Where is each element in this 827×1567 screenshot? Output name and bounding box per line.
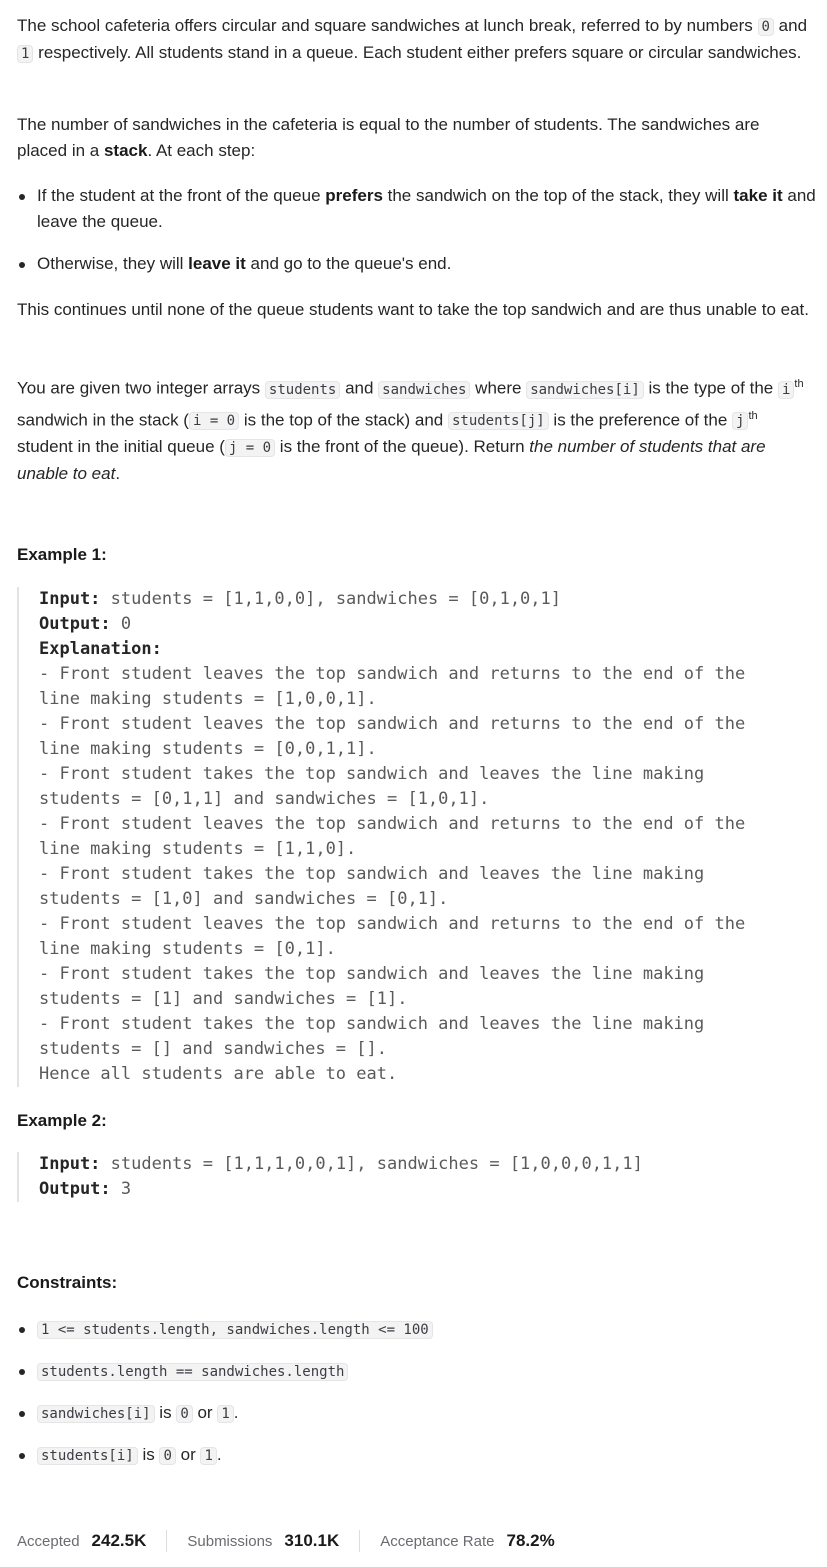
explanation-line: - Front student takes the top sandwich and leaves the line making	[39, 864, 705, 884]
inline-code: students[j]	[448, 412, 549, 430]
bold-take-it: take it	[733, 186, 783, 205]
text: Otherwise, they will	[37, 254, 189, 273]
acceptance-rate-value: 78.2%	[506, 1531, 555, 1550]
text: sandwich in the stack (	[17, 410, 189, 430]
explanation-line: students = [1,0] and sandwiches = [0,1].	[39, 889, 449, 909]
superscript: th	[794, 378, 804, 390]
list-item	[17, 1442, 817, 1469]
acceptance-rate-stat	[380, 1531, 554, 1551]
explanation-line: students = [1] and sandwiches = [1].	[39, 989, 408, 1009]
accepted-label: Accepted	[17, 1532, 80, 1550]
text: is	[137, 1445, 160, 1464]
superscript: th	[748, 409, 758, 422]
explanation-line: - Front student takes the top sandwich and leaves the line making	[39, 964, 705, 984]
text: student in the initial queue (	[17, 437, 225, 457]
text: .	[233, 1403, 239, 1422]
output-value: 3	[110, 1179, 132, 1199]
output-line	[39, 1177, 819, 1202]
continue-paragraph: This continues until none of the queue students want to take the top sandwich and are thus unable to eat.	[17, 300, 809, 319]
input-label: Input:	[39, 589, 101, 609]
stack-paragraph	[17, 112, 812, 164]
explanation-line: line making students = [1,0,0,1].	[39, 689, 377, 709]
input-line	[39, 1152, 819, 1177]
task-paragraph	[17, 371, 812, 487]
inline-code: 0	[176, 1405, 192, 1423]
explanation-line: - Front student leaves the top sandwich and returns to the end of the	[39, 914, 746, 934]
text: and leave the queue.	[37, 186, 816, 231]
text: You are given two integer arrays	[17, 378, 265, 398]
divider	[359, 1530, 360, 1552]
divider	[166, 1530, 167, 1552]
text: The number of sandwiches in the cafeteria is equal to the number of students. The sandwiches are placed in a	[17, 115, 760, 160]
text: .	[216, 1445, 222, 1464]
example-2-block	[17, 1152, 819, 1202]
text: where	[470, 378, 527, 398]
text: is the top of the stack) and	[239, 410, 448, 430]
text: is the preference of the	[548, 410, 733, 430]
example-1-block	[17, 587, 819, 1087]
text: The school cafeteria offers circular and square sandwiches at lunch break, referred to by numbers	[17, 16, 758, 35]
output-line	[39, 612, 819, 637]
stats-bar	[17, 1528, 555, 1554]
text: is the type of the	[643, 378, 778, 398]
inline-code: i = 0	[189, 412, 239, 430]
explanation-line: line making students = [0,1].	[39, 939, 336, 959]
input-line	[39, 587, 819, 612]
explanation-line: students = [0,1,1] and sandwiches = [1,0,1].	[39, 789, 490, 809]
submissions-value: 310.1K	[284, 1531, 340, 1550]
explanation-line: line making students = [0,0,1,1].	[39, 739, 377, 759]
submissions-label: Submissions	[187, 1532, 273, 1550]
submissions-stat	[187, 1531, 339, 1551]
text: .	[115, 464, 121, 484]
constraints-list	[17, 1316, 817, 1469]
bold-prefers: prefers	[325, 186, 383, 205]
italic-return: the number of students that are unable to eat	[17, 437, 766, 484]
inline-code: j = 0	[225, 439, 275, 457]
output-label: Output:	[39, 1179, 111, 1199]
list-item	[17, 251, 817, 277]
example-1-title: Example 1:	[17, 545, 107, 564]
input-label: Input:	[39, 1154, 101, 1174]
text: is	[154, 1403, 177, 1422]
accepted-value: 242.5K	[91, 1531, 147, 1550]
input-value: students = [1,1,1,0,0,1], sandwiches = [1,0,0,0,1,1]	[100, 1154, 643, 1174]
explanation-line: line making students = [1,1,0].	[39, 839, 357, 859]
explanation-line: - Front student leaves the top sandwich and returns to the end of the	[39, 814, 746, 834]
inline-code: sandwiches	[378, 381, 470, 399]
explanation-line: Hence all students are able to eat.	[39, 1064, 398, 1084]
text: . At each step:	[147, 141, 256, 160]
inline-code: students[i]	[37, 1447, 138, 1465]
text: or	[175, 1445, 201, 1464]
list-item	[17, 183, 817, 235]
explanation-line: students = [] and sandwiches = [].	[39, 1039, 387, 1059]
explanation-label: Explanation:	[39, 639, 162, 659]
inline-code: students	[265, 381, 340, 399]
inline-code: sandwiches[i]	[37, 1405, 155, 1423]
inline-code: 1 <= students.length, sandwiches.length <= 100	[37, 1321, 433, 1339]
text: and go to the queue's end.	[245, 254, 452, 273]
text: respectively. All students stand in a queue. Each student either prefers square or circular sandwiches.	[33, 43, 802, 62]
constraints-title: Constraints:	[17, 1273, 118, 1292]
text: is the front of the queue). Return	[275, 437, 530, 457]
bold-stack: stack	[103, 141, 148, 160]
inline-code: 0	[159, 1447, 175, 1465]
inline-code: students.length == sandwiches.length	[37, 1363, 348, 1381]
inline-code: 1	[17, 45, 33, 63]
inline-code: 1	[200, 1447, 216, 1465]
steps-list	[17, 183, 817, 277]
inline-code: i	[778, 381, 794, 399]
text: and	[773, 16, 808, 35]
explanation-line: - Front student leaves the top sandwich and returns to the end of the	[39, 714, 746, 734]
output-value: 0	[110, 614, 132, 634]
inline-code: sandwiches[i]	[526, 381, 644, 399]
text: the sandwich on the top of the stack, they will	[382, 186, 734, 205]
input-value: students = [1,1,0,0], sandwiches = [0,1,0,1]	[100, 589, 561, 609]
inline-code: 1	[217, 1405, 233, 1423]
text: or	[192, 1403, 218, 1422]
inline-code: 0	[758, 18, 774, 36]
bold-leave-it: leave it	[188, 254, 246, 273]
text: and	[340, 378, 379, 398]
explanation-line: - Front student leaves the top sandwich and returns to the end of the	[39, 664, 746, 684]
acceptance-rate-label: Acceptance Rate	[380, 1532, 495, 1550]
list-item	[17, 1316, 817, 1343]
list-item	[17, 1358, 817, 1385]
explanation-line: - Front student takes the top sandwich and leaves the line making	[39, 1014, 705, 1034]
inline-code: j	[732, 412, 748, 430]
example-2-title: Example 2:	[17, 1111, 107, 1130]
accepted-stat	[17, 1531, 146, 1551]
output-label: Output:	[39, 614, 111, 634]
intro-paragraph	[17, 13, 812, 67]
explanation-line: - Front student takes the top sandwich and leaves the line making	[39, 764, 705, 784]
text: If the student at the front of the queue	[37, 186, 326, 205]
list-item	[17, 1400, 817, 1427]
